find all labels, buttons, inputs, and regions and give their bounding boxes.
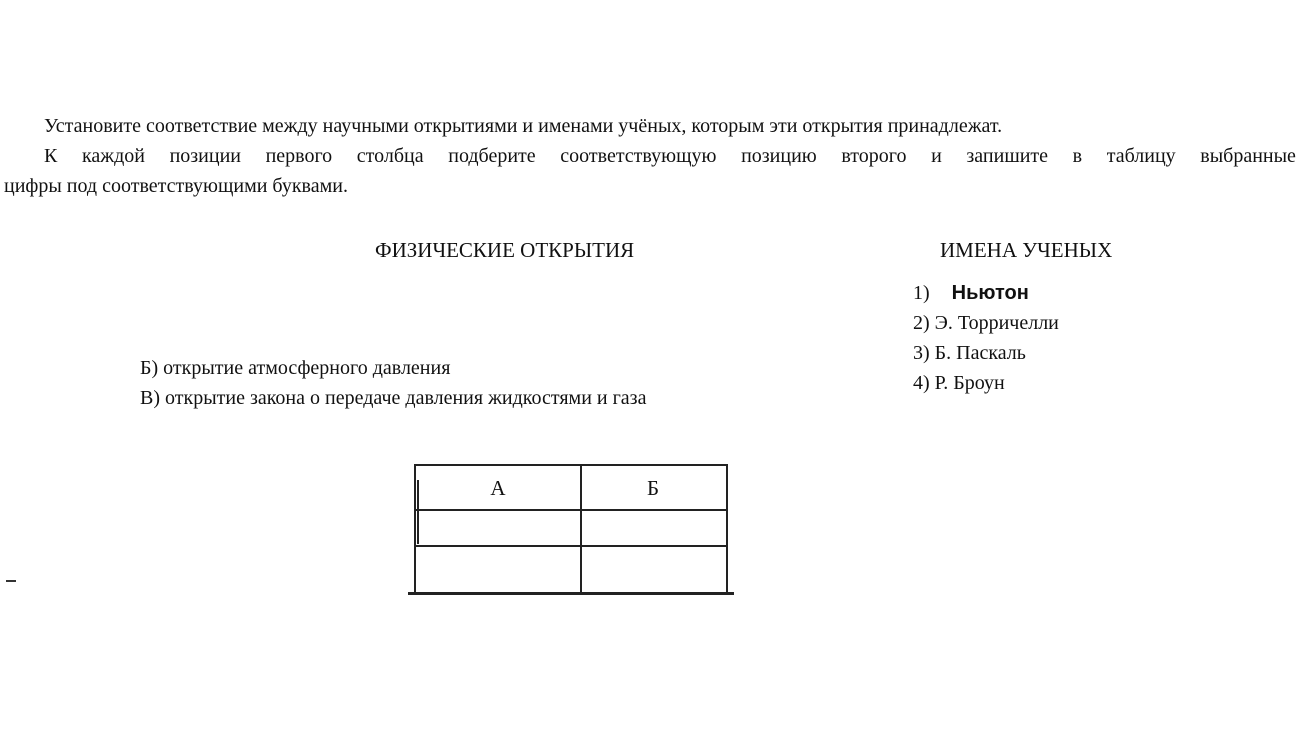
instruction-word: запишите bbox=[966, 145, 1049, 167]
instruction-line-2 bbox=[4, 141, 1296, 171]
instruction-line-3: цифры под соответствующими буквами. bbox=[4, 175, 348, 197]
right-column-heading: ИМЕНА УЧЕНЫХ bbox=[940, 238, 1113, 262]
scientist-item-2: 2) Э. Торричелли bbox=[913, 312, 1059, 334]
instruction-word: позицию bbox=[741, 145, 817, 167]
instruction-word: таблицу bbox=[1106, 145, 1176, 167]
table-row-divider-2 bbox=[416, 545, 726, 547]
table-row-divider-1 bbox=[416, 509, 726, 511]
stray-mark bbox=[6, 580, 16, 582]
answer-table bbox=[414, 464, 728, 592]
discovery-item-v: В) открытие закона о передаче давления жидкостями и газа bbox=[140, 387, 647, 409]
scientist-item-4: 4) Р. Броун bbox=[913, 372, 1005, 394]
instruction-word: подберите bbox=[448, 145, 536, 167]
instruction-word: столбца bbox=[356, 145, 424, 167]
scientist-item-1-number: 1) bbox=[913, 282, 930, 304]
discovery-item-b: Б) открытие атмосферного давления bbox=[140, 357, 451, 379]
scientist-item-3: 3) Б. Паскаль bbox=[913, 342, 1026, 364]
scientist-item-1 bbox=[913, 278, 1029, 308]
instruction-word: первого bbox=[265, 145, 333, 167]
instruction-word: в bbox=[1072, 145, 1083, 167]
instruction-line-1: Установите соответствие между научными открытиями и именами учёных, которым эти открытия принадлежат. bbox=[44, 115, 1003, 137]
scientist-item-1-name: Ньютон bbox=[951, 282, 1029, 304]
instruction-word: соответствующую bbox=[560, 145, 717, 167]
table-header-b: Б bbox=[646, 476, 660, 500]
instruction-word: и bbox=[931, 145, 942, 167]
answer-cell-b[interactable] bbox=[582, 512, 726, 544]
instruction-word: позиции bbox=[169, 145, 241, 167]
instruction-word: второго bbox=[841, 145, 907, 167]
instruction-word: выбранные bbox=[1200, 145, 1296, 167]
left-column-heading: ФИЗИЧЕСКИЕ ОТКРЫТИЯ bbox=[375, 238, 635, 262]
instruction-paragraph bbox=[4, 141, 1296, 201]
instruction-word: К bbox=[44, 145, 58, 167]
table-header-a: А bbox=[490, 476, 506, 500]
instruction-word: каждой bbox=[81, 145, 145, 167]
answer-cell-a[interactable] bbox=[418, 512, 578, 544]
table-bottom-rule bbox=[408, 592, 734, 595]
